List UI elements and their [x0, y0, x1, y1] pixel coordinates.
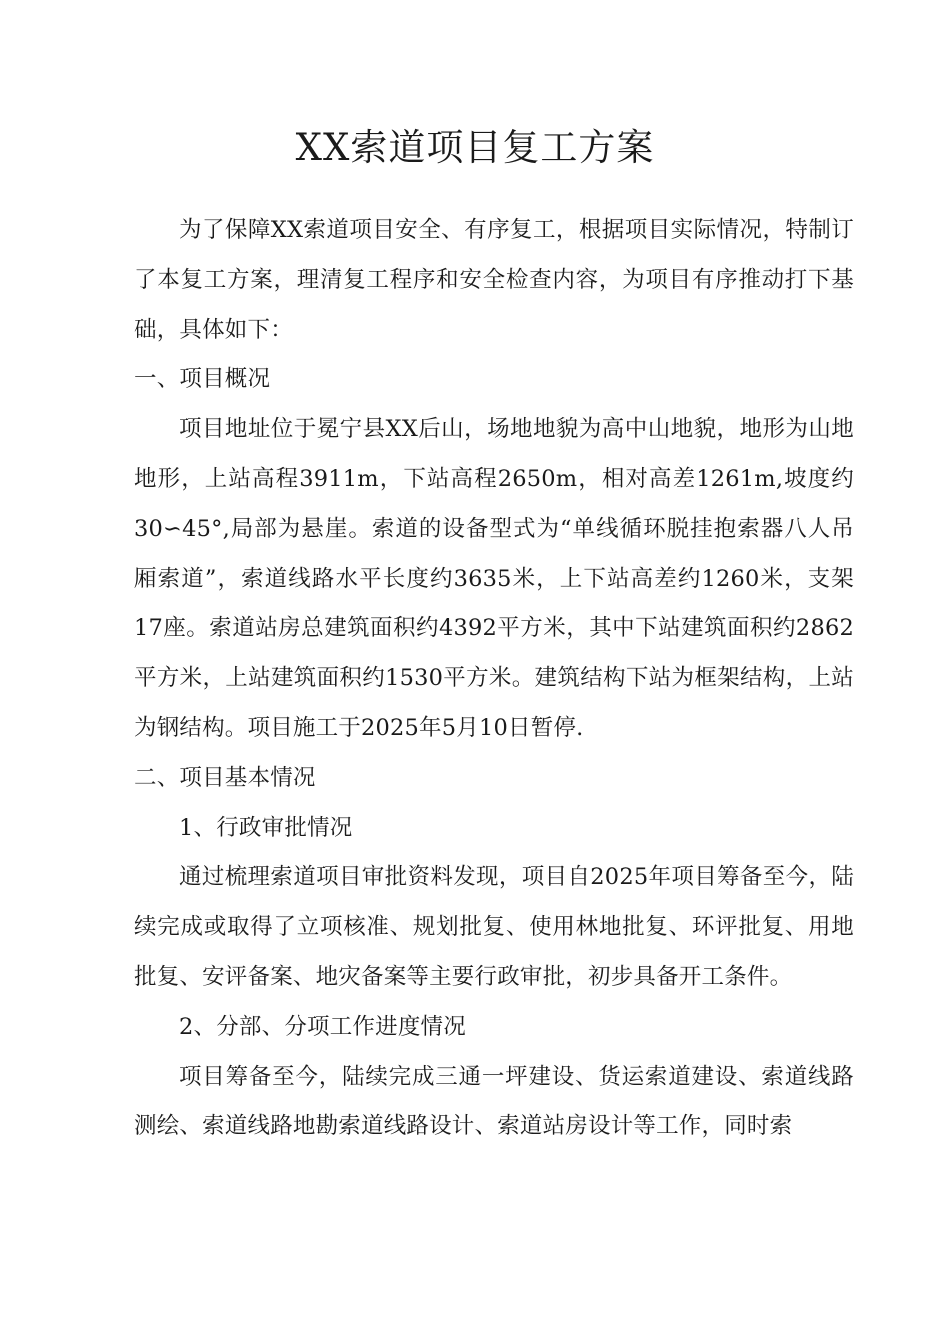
section-heading-basic-info: 二、项目基本情况: [134, 764, 316, 791]
document-body: [134, 206, 854, 1152]
section-heading-overview: 一、项目概况: [134, 366, 271, 393]
progress-paragraph: 项目筹备至今，陆续完成三通一坪建设、货运索道建设、索道线路测绘、索道线路地勘索道线路设计、索道站房设计等工作，同时索: [134, 1063, 854, 1140]
subsection-heading-approval: 1、行政审批情况: [179, 814, 353, 841]
document-title: XX索道项目复工方案: [295, 126, 655, 169]
subsection-heading-progress: 2、分部、分项工作进度情况: [179, 1013, 466, 1040]
overview-paragraph: 项目地址位于冕宁县XX后山，场地地貌为高中山地貌，地形为山地地形，上站高程3911m，下站高程2650m，相对高差1261m,坡度约30∽45°,局部为悬崖。索道的设备型式为“单线循环脱挂抱索器八人吊厢索道”，索道线路水平长度约3635米，上下站高差约1260米，支架17座。索道站房总建筑面积约4392平方米，其中下站建筑面积约2862平方米，上站建筑面积约1530平方米。建筑结构下站为框架结构，上站为钢结构。项目施工于2025年5月10日暂停.: [134, 416, 854, 741]
intro-paragraph: 为了保障XX索道项目安全、有序复工，根据项目实际情况，特制订了本复工方案，理清复工程序和安全检查内容，为项目有序推动打下基础，具体如下：: [134, 217, 854, 343]
approval-paragraph: 通过梳理索道项目审批资料发现，项目自2025年项目筹备至今，陆续完成或取得了立项核准、规划批复、使用林地批复、环评批复、用地批复、安评备案、地灾备案等主要行政审批，初步具备开工条件。: [134, 864, 854, 990]
